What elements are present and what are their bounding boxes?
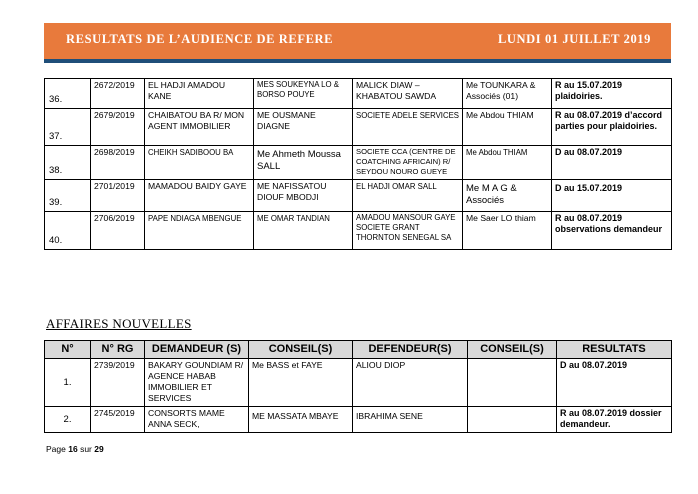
defendeur: AMADOU MANSOUR GAYE SOCIETE GRANT THORNTON SENEGAL SA: [353, 212, 463, 250]
column-header-rg: N° RG: [91, 341, 145, 359]
column-header-num: N°: [45, 341, 91, 359]
hearing-date: LUNDI 01 JUILLET 2019: [497, 32, 651, 46]
conseil-demandeur: Me Ahmeth Moussa SALL: [254, 146, 353, 180]
demandeur: MAMADOU BAIDY GAYE: [145, 180, 254, 212]
defendeur: SOCIETE CCA (CENTRE DE COATCHING AFRICAIN) R/ SEYDOU NOURO GUEYE: [353, 146, 463, 180]
conseil-defendeur: Me Saer LO thiam: [463, 212, 552, 250]
conseil-defendeur: Me M A G & Associés: [463, 180, 552, 212]
conseil-defendeur: [468, 407, 557, 433]
conseil-defendeur: Me Abdou THIAM: [463, 109, 552, 146]
section-title: AFFAIRES NOUVELLES: [46, 316, 192, 331]
demandeur: CONSORTS MAME ANNA SECK,: [145, 407, 249, 433]
conseil-demandeur: ME OUSMANE DIAGNE: [254, 109, 353, 146]
table-row: [45, 407, 672, 433]
demandeur: EL HADJI AMADOU KANE: [145, 79, 254, 109]
conseil-defendeur: Me TOUNKARA & Associés (01): [463, 79, 552, 109]
table-row: [45, 180, 672, 212]
table-row: [45, 212, 672, 250]
page-total: 29: [94, 444, 104, 454]
row-number: 38.: [45, 146, 91, 180]
demandeur: CHEIKH SADIBOOU BA: [145, 146, 254, 180]
new-cases-table: [44, 340, 672, 433]
page-footer: [46, 444, 104, 454]
row-number: 36.: [45, 79, 91, 109]
rg-number: 2698/2019: [91, 146, 145, 180]
resultat: D au 15.07.2019: [552, 180, 672, 212]
resultat: R au 08.07.2019 observations demandeur: [552, 212, 672, 250]
row-number: 37.: [45, 109, 91, 146]
document-title: RESULTATS DE L’AUDIENCE DE REFERE: [66, 32, 334, 46]
page-label: Page: [46, 444, 66, 454]
table-row: [45, 359, 672, 407]
page-separator: sur: [80, 444, 92, 454]
conseil-defendeur: [468, 359, 557, 407]
defendeur: EL HADJI OMAR SALL: [353, 180, 463, 212]
column-header-resultats: RESULTATS: [557, 341, 672, 359]
resultat: D au 08.07.2019: [557, 359, 672, 407]
defendeur: MALICK DIAW – KHABATOU SAWDA: [353, 79, 463, 109]
conseil-demandeur: ME OMAR TANDIAN: [254, 212, 353, 250]
demandeur: BAKARY GOUNDIAM R/ AGENCE HABAB IMMOBILIER ET SERVICES: [145, 359, 249, 407]
demandeur: PAPE NDIAGA MBENGUE: [145, 212, 254, 250]
resultat: D au 08.07.2019: [552, 146, 672, 180]
rg-number: 2701/2019: [91, 180, 145, 212]
column-header-conseil-2: CONSEIL(S): [468, 341, 557, 359]
conseil-demandeur: ME MASSATA MBAYE: [249, 407, 353, 433]
rg-number: 2679/2019: [91, 109, 145, 146]
resultat: R au 15.07.2019 plaidoiries.: [552, 79, 672, 109]
conseil-defendeur: Me Abdou THIAM: [463, 146, 552, 180]
resultat: R au 08.07.2019 d’accord parties pour plaidoiries.: [552, 109, 672, 146]
defendeur: SOCIETE ADELE SERVICES: [353, 109, 463, 146]
conseil-demandeur: MES SOUKEYNA LO & BORSO POUYE: [254, 79, 353, 109]
table-row: [45, 79, 672, 109]
defendeur: ALIOU DIOP: [353, 359, 468, 407]
column-header-demandeur: DEMANDEUR (S): [145, 341, 249, 359]
table-header-row: [45, 341, 672, 359]
demandeur: CHAIBATOU BA R/ MON AGENT IMMOBILIER: [145, 109, 254, 146]
rg-number: 2706/2019: [91, 212, 145, 250]
page-current: 16: [68, 444, 78, 454]
row-number: 2.: [45, 407, 91, 433]
table-row: [45, 146, 672, 180]
column-header-conseil: CONSEIL(S): [249, 341, 353, 359]
column-header-defendeur: DEFENDEUR(S): [353, 341, 468, 359]
defendeur: IBRAHIMA SENE: [353, 407, 468, 433]
resultat: R au 08.07.2019 dossier demandeur.: [557, 407, 672, 433]
conseil-demandeur: ME NAFISSATOU DIOUF MBODJI: [254, 180, 353, 212]
rg-number: 2745/2019: [91, 407, 145, 433]
row-number: 39.: [45, 180, 91, 212]
row-number: 40.: [45, 212, 91, 250]
rg-number: 2739/2019: [91, 359, 145, 407]
conseil-demandeur: Me BASS et FAYE: [249, 359, 353, 407]
row-number: 1.: [45, 359, 91, 407]
hearing-results-table: [44, 78, 672, 250]
header-banner: [44, 23, 671, 63]
rg-number: 2672/2019: [91, 79, 145, 109]
table-row: [45, 109, 672, 146]
